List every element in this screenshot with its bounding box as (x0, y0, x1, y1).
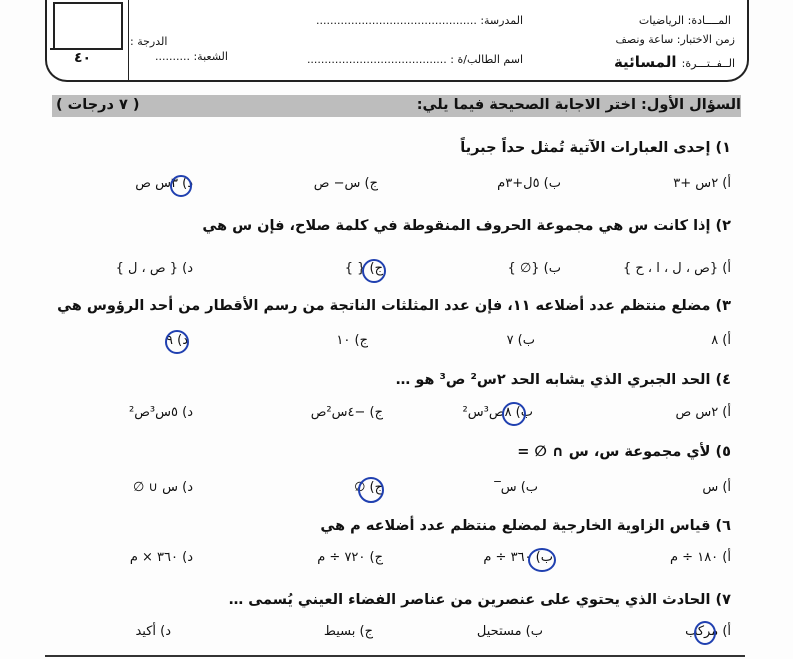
page-bottom-border (45, 655, 745, 657)
q6-option-c[interactable]: ج) ٧٢٠ ÷ م (317, 550, 383, 565)
header-divider (128, 0, 129, 80)
question-2: ٢) إذا كانت س هي مجموعة الحروف المنقوطة في كلمة صلاح، فإن س هي (202, 218, 731, 234)
q4-option-d[interactable]: د) ٥س³ص² (128, 405, 193, 420)
question-3: ٣) مضلع منتظم عدد أضلاعه ١١، فإن عدد المثلثات الناتجة من رسم الأقطار من أحد الرؤوس هي (57, 298, 731, 314)
q5-option-d[interactable]: د) س ∪ ∅ (133, 480, 193, 495)
question-7: ٧) الحادث الذي يحتوي على عنصرين من عناصر الفضاء العيني يُسمى … (228, 592, 731, 608)
school-field: المدرسة: .............................................. (315, 14, 523, 27)
score-box (53, 2, 123, 50)
q1-answer-circle (170, 175, 192, 197)
section-title: السؤال الأول: اختر الاجابة الصحيحة فيما يلي: (416, 97, 741, 113)
q1-option-d[interactable]: د) ٣س ص (135, 176, 193, 191)
q3-answer-circle (165, 330, 189, 354)
q4-option-c[interactable]: ج) −٤س²ص (310, 405, 383, 420)
score-total: ٤٠ (74, 50, 92, 66)
grade-field: الدرجة : (130, 35, 168, 48)
section-marks: ( ٧ درجات ) (56, 97, 140, 113)
q3-option-c[interactable]: ج) ١٠ (336, 333, 368, 348)
q7-option-b[interactable]: ب) مستحيل (476, 624, 543, 639)
q6-option-a[interactable]: أ) ١٨٠ ÷ م (670, 550, 731, 565)
q3-option-b[interactable]: ب) ٧ (506, 333, 535, 348)
q7-answer-circle (694, 621, 716, 645)
q6-option-b[interactable]: ب) ٣٦٠ ÷ م (483, 550, 553, 565)
q2-option-a[interactable]: أ) {ص ، ل ، ا ، ح } (622, 261, 731, 276)
unit-value: المسائية (613, 53, 677, 71)
section-field: الشعبة: .......... (155, 50, 228, 63)
q3-option-a[interactable]: أ) ٨ (711, 333, 731, 348)
q7-option-a[interactable]: أ) مركب (685, 624, 731, 639)
q4-option-b[interactable]: ب) ٨ص³س² (462, 405, 533, 420)
unit-label: الــفــتـــرة: (681, 57, 735, 70)
q7-option-d[interactable]: د) أكيد (135, 624, 171, 639)
q2-answer-circle (362, 259, 386, 283)
question-5: ٥) لأي مجموعة س، س ∩ ∅ = (517, 444, 731, 460)
q1-option-b[interactable]: ب) ٥ل+٣م (497, 176, 561, 191)
unit-field (614, 52, 735, 71)
q1-option-c[interactable]: ج) س− ص (313, 176, 378, 191)
q3-option-d[interactable]: د) ٩ (166, 333, 188, 348)
q2-option-c[interactable]: ج) { } (344, 261, 383, 276)
q5-option-b[interactable]: ب) س̅ (500, 480, 538, 495)
student-name-field: اسم الطالب/ة : ........................................ (306, 53, 523, 66)
duration-label: زمن الاختبار: ساعة ونصف (615, 33, 735, 46)
q4-answer-circle (502, 402, 526, 426)
q7-option-c[interactable]: ج) بسيط (323, 624, 373, 639)
q4-option-a[interactable]: أ) ٢س ص (675, 405, 731, 420)
subject-label: المــــادة: الرياضيات (638, 14, 731, 27)
q1-option-a[interactable]: أ) ٢س +٣ (673, 176, 731, 191)
q2-option-d[interactable]: د) { ص ، ل } (115, 261, 193, 276)
question-4: ٤) الحد الجبري الذي يشابه الحد ٢س² ص³ هو … (395, 372, 731, 388)
q5-answer-circle (358, 477, 384, 503)
q5-option-a[interactable]: أ) س (702, 480, 731, 495)
q2-option-b[interactable]: ب) {∅ } (507, 261, 561, 276)
q5-option-c[interactable]: ج) ∅ (354, 480, 383, 495)
q6-option-d[interactable]: د) ٣٦٠ × م (129, 550, 193, 565)
q6-answer-circle (528, 548, 556, 572)
question-1: ١) إحدى العبارات الآتية تُمثل حداً جبرياً (460, 140, 731, 156)
question-6: ٦) قياس الزاوية الخارجية لمضلع منتظم عدد أضلاعه م هي (320, 518, 731, 534)
